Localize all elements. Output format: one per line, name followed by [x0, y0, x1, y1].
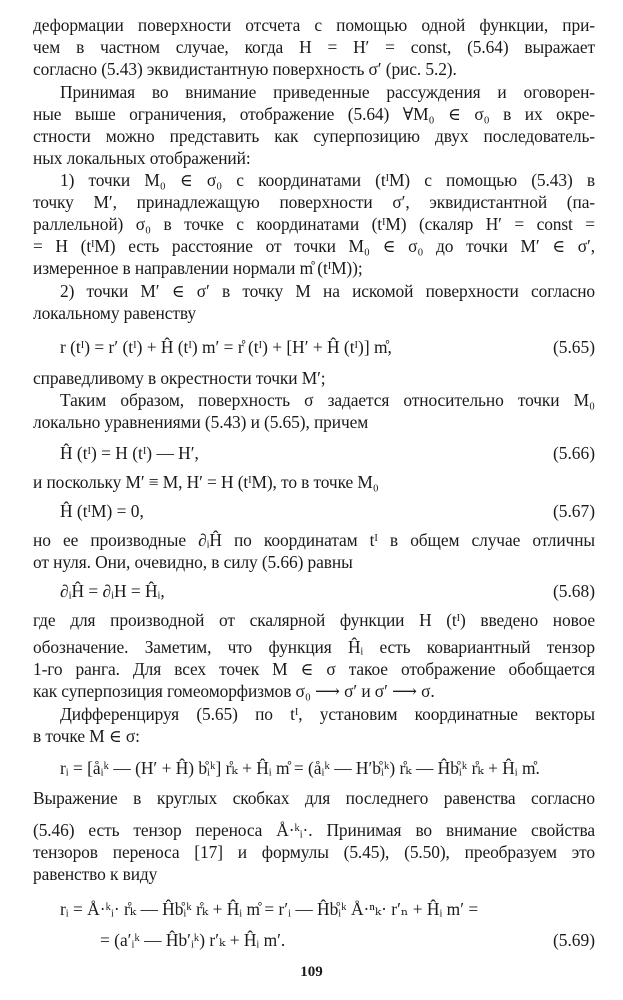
text-line: от нуля. Они, очевидно, в силу (5.66) равны	[33, 552, 353, 572]
equation-formula: ∂ᵢĤ = ∂ᵢH = Ĥᵢ,	[60, 581, 165, 601]
text-line: = H (tᴵM) есть расстояние от точки M₀ ∈ σ₀ до точки M′ ∈ σ′,	[33, 236, 595, 256]
text-line: Выражение в круглых скобках для последнего равенства согласно	[33, 788, 595, 808]
equation-number: (5.67)	[552, 501, 595, 521]
text-line: Дифференцируя (5.65) по tᴵ, установим координатные векторы	[60, 704, 595, 724]
text-line: согласно (5.43) эквидистантную поверхность σ′ (рис. 5.2).	[33, 59, 457, 79]
text-line: ных локальных отображений:	[33, 148, 251, 168]
text-line: ные выше ограничения, отображение (5.64) ∀M₀ ∈ σ₀ в их окре-	[33, 104, 595, 124]
equation-formula: rᵢ = Å·ᵏᵢ· r̊ₖ — Ĥb̊ᵢᵏ r̊ₖ + Ĥᵢ m̊ = r′ᵢ — Ĥb̊ᵢᵏ Å·ⁿₖ· r′ₙ + Ĥᵢ m′ =	[60, 899, 479, 919]
text-line: обозначение. Заметим, что функция Ĥᵢ есть ковариантный тензор	[33, 637, 595, 657]
text-line: 1-го ранга. Для всех точек M ∈ σ такое отображение обобщается	[33, 659, 595, 679]
equation-number: (5.66)	[552, 443, 595, 463]
text-line: Принимая во внимание приведенные рассуждения и оговорен-	[60, 82, 595, 102]
text-line: где для производной от скалярной функции H (tᴵ) введено новое	[33, 610, 595, 630]
text-line: Таким образом, поверхность σ задается относительно точки M₀	[60, 390, 595, 410]
page-number: 109	[300, 964, 323, 980]
text-line: 2) точки M′ ∈ σ′ в точку M на искомой поверхности согласно	[60, 281, 595, 301]
equation-formula: Ĥ (tᴵM) = 0,	[60, 501, 144, 521]
text-line: локально уравнениями (5.43) и (5.65), причем	[33, 412, 369, 432]
equation-number: (5.69)	[552, 930, 595, 950]
text-line: и поскольку M′ ≡ M, H′ = H (tᴵM), то в точке M₀	[33, 472, 379, 492]
text-line: в точке M ∈ σ:	[33, 726, 140, 746]
equation-formula: r (tᴵ) = r′ (tᴵ) + Ĥ (tᴵ) m′ = r̊ (tᴵ) + [H′ + Ĥ (tᴵ)] m̊,	[60, 337, 392, 357]
text-line: справедливому в окрестности точки M′;	[33, 368, 326, 388]
text-line: раллельной) σ₀ в точке с координатами (tᴵM) (скаляр H′ = const =	[33, 214, 595, 234]
equation-formula: = (a′ᵢᵏ — Ĥb′ᵢᵏ) r′ₖ + Ĥᵢ m′.	[100, 930, 286, 950]
equation-number: (5.68)	[552, 581, 595, 601]
text-line: точку M′, принадлежащую поверхности σ′, эквидистантной (па-	[33, 192, 595, 212]
equation-formula: Ĥ (tᴵ) = H (tᴵ) — H′,	[60, 443, 199, 463]
text-line: стности можно представить как суперпозицию двух последователь-	[33, 126, 595, 146]
text-line: 1) точки M₀ ∈ σ₀ с координатами (tᴵM) с помощью (5.43) в	[60, 170, 595, 190]
equation-number: (5.65)	[552, 337, 595, 357]
equation-formula: rᵢ = [åᵢᵏ — (H′ + Ĥ) b̊ᵢᵏ] r̊ₖ + Ĥᵢ m̊ = (åᵢᵏ — H′b̊ᵢᵏ) r̊ₖ — Ĥb̊ᵢᵏ r̊ₖ + Ĥᵢ m̊.	[60, 758, 540, 778]
text-line: тензоров переноса [17] и формулы (5.45), (5.50), преобразуем это	[33, 842, 595, 862]
text-line: но ее производные ∂ᵢĤ по координатам tᴵ в общем случае отличны	[33, 530, 595, 550]
text-line: измеренное в направлении нормали m̊ (tᴵM));	[33, 258, 363, 278]
text-line: деформации поверхности отсчета с помощью одной функции, при-	[33, 15, 595, 35]
text-line: локальному равенству	[33, 303, 196, 323]
text-line: как суперпозиция гомеоморфизмов σ₀ ⟶ σ′ и σ′ ⟶ σ.	[33, 681, 435, 701]
text-line: равенство к виду	[33, 864, 158, 884]
text-line: чем в частном случае, когда H = H′ = const, (5.64) выражает	[33, 37, 595, 57]
text-line: (5.46) есть тензор переноса Å·ᵏᵢ·. Принимая во внимание свойства	[33, 820, 595, 840]
